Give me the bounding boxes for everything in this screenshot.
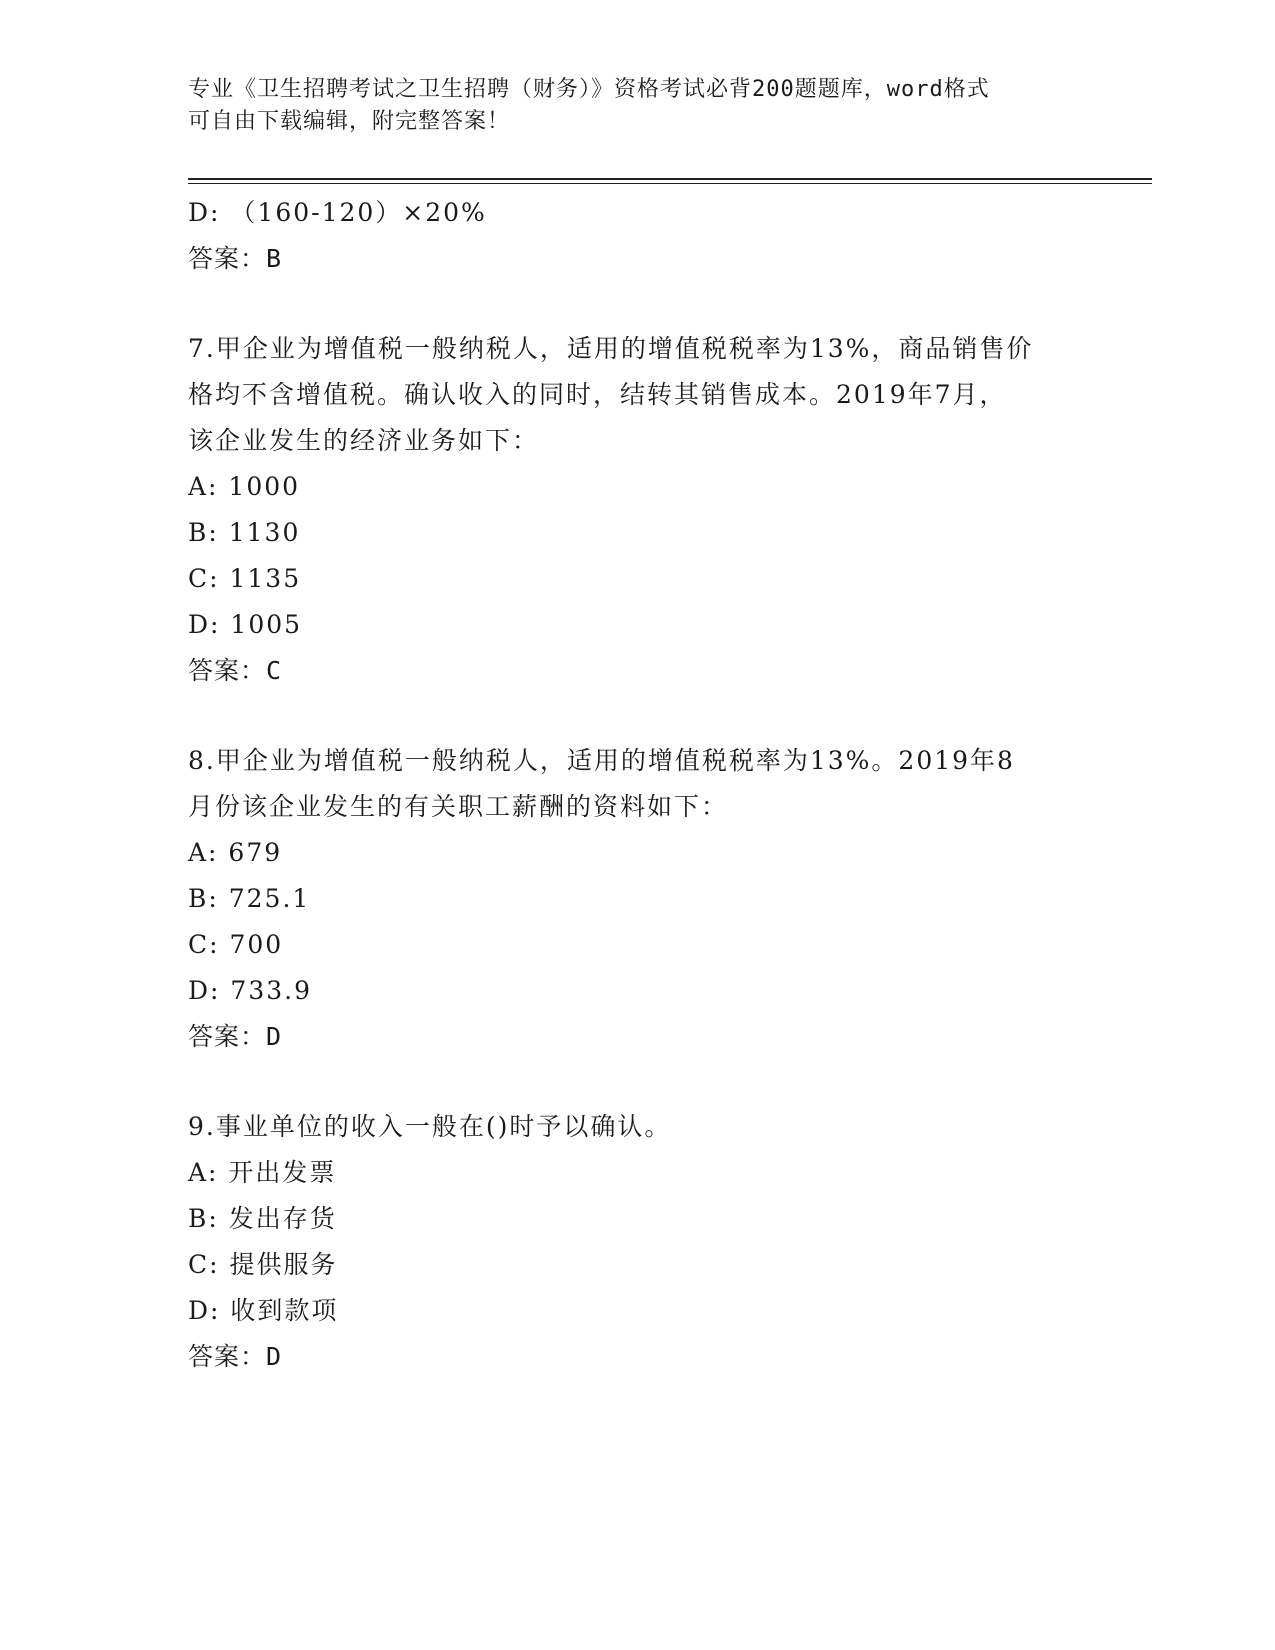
option-c: C: 1135: [188, 564, 302, 593]
answer-line: 答案：D: [188, 1022, 283, 1051]
option-d: D: （160-120）×20%: [188, 198, 487, 227]
option-d: D: 收到款项: [188, 1296, 339, 1325]
option-a: A: 开出发票: [188, 1158, 337, 1187]
answer-line: 答案：D: [188, 1342, 283, 1371]
option-c: C: 700: [188, 930, 284, 959]
question-stem-line: 月份该企业发生的有关职工薪酬的资料如下：: [188, 792, 729, 821]
answer-line: 答案：B: [188, 244, 283, 273]
option-d: D: 733.9: [188, 976, 312, 1005]
header-title-line-2: 可自由下载编辑，附完整答案！: [188, 109, 511, 134]
spacer: [188, 1060, 1108, 1104]
spacer: [188, 282, 1108, 326]
question-stem-line: 8.甲企业为增值税一般纳税人，适用的增值税税率为13%。2019年8: [188, 746, 1015, 775]
option-b: B: 发出存货: [188, 1204, 337, 1233]
question-9: [188, 1104, 1108, 1380]
question-stem-line: 7.甲企业为增值税一般纳税人，适用的增值税税率为13%，商品销售价: [188, 334, 1034, 363]
option-b: B: 1130: [188, 518, 301, 547]
option-c: C: 提供服务: [188, 1250, 338, 1279]
option-d: D: 1005: [188, 610, 303, 639]
question-stem-line: 格均不含增值税。确认收入的同时，结转其销售成本。2019年7月，: [188, 380, 1007, 409]
header-divider-thick: [188, 178, 1152, 180]
question-7: [188, 326, 1108, 694]
header-divider-thin: [188, 183, 1152, 184]
header-title-line-1: 专业《卫生招聘考试之卫生招聘（财务）》资格考试必背200题题库，word格式: [188, 77, 990, 102]
question-6-remainder: [188, 190, 1108, 282]
option-a: A: 679: [188, 838, 283, 867]
question-stem-line: 9.事业单位的收入一般在()时予以确认。: [188, 1112, 672, 1141]
document-header: [188, 74, 1108, 138]
option-b: B: 725.1: [188, 884, 311, 913]
question-list: [188, 190, 1108, 1380]
spacer: [188, 694, 1108, 738]
answer-line: 答案：C: [188, 656, 283, 685]
question-8: [188, 738, 1108, 1060]
question-stem-line: 该企业发生的经济业务如下：: [188, 426, 540, 455]
option-a: A: 1000: [188, 472, 301, 501]
